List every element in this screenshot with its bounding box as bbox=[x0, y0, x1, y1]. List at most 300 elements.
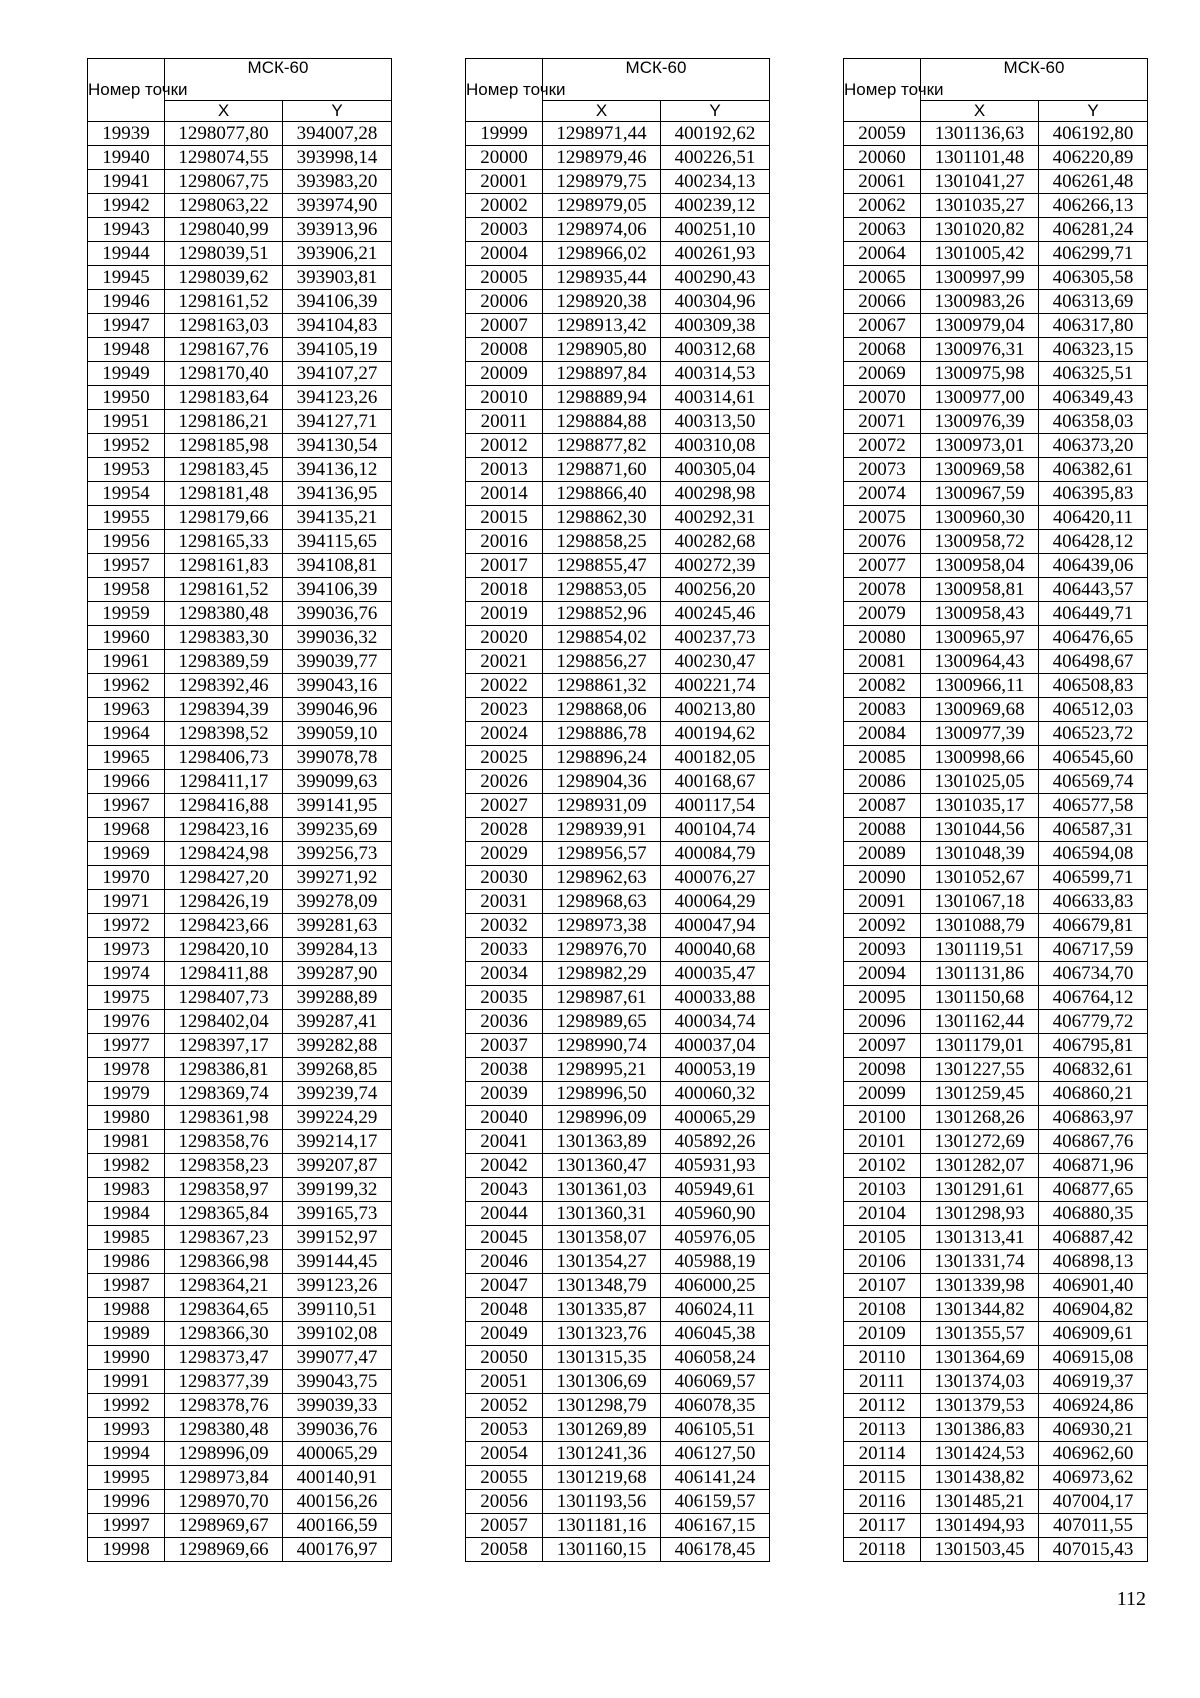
x-coordinate-cell: 1298931,09 bbox=[543, 794, 661, 818]
point-number-cell: 19991 bbox=[88, 1370, 165, 1394]
y-coordinate-cell: 394135,21 bbox=[283, 506, 392, 530]
table-row bbox=[88, 1394, 392, 1418]
table-row bbox=[466, 602, 770, 626]
y-coordinate-cell: 400251,10 bbox=[661, 218, 770, 242]
y-coordinate-cell: 406508,83 bbox=[1039, 674, 1148, 698]
table-row bbox=[88, 362, 392, 386]
point-number-cell: 20106 bbox=[844, 1250, 921, 1274]
x-coordinate-cell: 1298853,05 bbox=[543, 578, 661, 602]
point-number-cell: 19957 bbox=[88, 554, 165, 578]
point-number-cell: 20112 bbox=[844, 1394, 921, 1418]
point-number-cell: 20086 bbox=[844, 770, 921, 794]
y-coordinate-cell: 406577,58 bbox=[1039, 794, 1148, 818]
point-number-cell: 20045 bbox=[466, 1226, 543, 1250]
table-row bbox=[88, 1202, 392, 1226]
point-number-cell: 20021 bbox=[466, 650, 543, 674]
point-number-cell: 19981 bbox=[88, 1130, 165, 1154]
table-row bbox=[844, 842, 1148, 866]
table-row bbox=[88, 170, 392, 194]
y-coordinate-cell: 400047,94 bbox=[661, 914, 770, 938]
x-coordinate-cell: 1298170,40 bbox=[165, 362, 283, 386]
table-row bbox=[466, 242, 770, 266]
y-coordinate-cell: 399152,97 bbox=[283, 1226, 392, 1250]
point-number-cell: 20041 bbox=[466, 1130, 543, 1154]
x-coordinate-cell: 1298996,50 bbox=[543, 1082, 661, 1106]
point-number-cell: 20079 bbox=[844, 602, 921, 626]
point-number-cell: 20087 bbox=[844, 794, 921, 818]
x-coordinate-cell: 1298402,04 bbox=[165, 1010, 283, 1034]
x-coordinate-cell: 1300969,68 bbox=[921, 698, 1039, 722]
table-row bbox=[466, 314, 770, 338]
x-coordinate-cell: 1301315,35 bbox=[543, 1346, 661, 1370]
y-coordinate-cell: 393913,96 bbox=[283, 218, 392, 242]
table-row bbox=[844, 1130, 1148, 1154]
table-row bbox=[466, 722, 770, 746]
x-coordinate-cell: 1298161,83 bbox=[165, 554, 283, 578]
y-coordinate-cell: 394127,71 bbox=[283, 410, 392, 434]
y-coordinate-cell: 399110,51 bbox=[283, 1298, 392, 1322]
x-coordinate-cell: 1301298,79 bbox=[543, 1394, 661, 1418]
y-coordinate-cell: 406523,72 bbox=[1039, 722, 1148, 746]
point-number-cell: 19955 bbox=[88, 506, 165, 530]
x-coordinate-cell: 1298426,19 bbox=[165, 890, 283, 914]
y-coordinate-cell: 394106,39 bbox=[283, 578, 392, 602]
table-row bbox=[844, 266, 1148, 290]
x-coordinate-cell: 1301364,69 bbox=[921, 1346, 1039, 1370]
y-coordinate-cell: 400305,04 bbox=[661, 458, 770, 482]
y-coordinate-cell: 406058,24 bbox=[661, 1346, 770, 1370]
y-coordinate-cell: 407011,55 bbox=[1039, 1514, 1148, 1538]
table-row bbox=[844, 1394, 1148, 1418]
y-coordinate-cell: 400314,61 bbox=[661, 386, 770, 410]
table-row bbox=[844, 1370, 1148, 1394]
point-number-cell: 19947 bbox=[88, 314, 165, 338]
x-coordinate-cell: 1301360,47 bbox=[543, 1154, 661, 1178]
y-coordinate-cell: 394136,12 bbox=[283, 458, 392, 482]
point-number-cell: 20110 bbox=[844, 1346, 921, 1370]
table-row bbox=[88, 554, 392, 578]
y-coordinate-cell: 406898,13 bbox=[1039, 1250, 1148, 1274]
point-number-cell: 20117 bbox=[844, 1514, 921, 1538]
x-coordinate-cell: 1298996,09 bbox=[543, 1106, 661, 1130]
x-coordinate-cell: 1298411,88 bbox=[165, 962, 283, 986]
y-coordinate-cell: 394123,26 bbox=[283, 386, 392, 410]
y-coordinate-cell: 406313,69 bbox=[1039, 290, 1148, 314]
table-row bbox=[844, 1490, 1148, 1514]
y-coordinate-cell: 406887,42 bbox=[1039, 1226, 1148, 1250]
table-row bbox=[88, 1514, 392, 1538]
y-coordinate-cell: 400034,74 bbox=[661, 1010, 770, 1034]
y-coordinate-cell: 399214,17 bbox=[283, 1130, 392, 1154]
x-coordinate-cell: 1301269,89 bbox=[543, 1418, 661, 1442]
coordinates-table-3 bbox=[843, 58, 1148, 1562]
y-coordinate-cell: 406764,12 bbox=[1039, 986, 1148, 1010]
point-number-cell: 20058 bbox=[466, 1538, 543, 1562]
x-coordinate-cell: 1298378,76 bbox=[165, 1394, 283, 1418]
point-number-cell: 19999 bbox=[466, 122, 543, 146]
y-coordinate-cell: 400053,19 bbox=[661, 1058, 770, 1082]
x-coordinate-cell: 1298968,63 bbox=[543, 890, 661, 914]
point-number-cell: 19967 bbox=[88, 794, 165, 818]
point-number-cell: 20034 bbox=[466, 962, 543, 986]
point-number-cell: 20115 bbox=[844, 1466, 921, 1490]
point-number-cell: 19968 bbox=[88, 818, 165, 842]
y-coordinate-cell: 400237,73 bbox=[661, 626, 770, 650]
y-coordinate-cell: 400084,79 bbox=[661, 842, 770, 866]
x-coordinate-cell: 1298423,66 bbox=[165, 914, 283, 938]
point-number-cell: 20047 bbox=[466, 1274, 543, 1298]
point-number-header: Номер точки bbox=[88, 59, 165, 122]
point-number-cell: 20023 bbox=[466, 698, 543, 722]
point-number-cell: 19964 bbox=[88, 722, 165, 746]
point-number-header: Номер точки bbox=[466, 59, 543, 122]
x-coordinate-cell: 1301313,41 bbox=[921, 1226, 1039, 1250]
y-coordinate-cell: 406877,65 bbox=[1039, 1178, 1148, 1202]
x-coordinate-cell: 1298858,25 bbox=[543, 530, 661, 554]
point-number-cell: 19948 bbox=[88, 338, 165, 362]
table-row bbox=[466, 122, 770, 146]
table-row bbox=[88, 218, 392, 242]
x-coordinate-cell: 1298373,47 bbox=[165, 1346, 283, 1370]
point-number-cell: 19990 bbox=[88, 1346, 165, 1370]
y-coordinate-cell: 400040,68 bbox=[661, 938, 770, 962]
table-row bbox=[844, 674, 1148, 698]
table-row bbox=[844, 530, 1148, 554]
x-coordinate-cell: 1298884,88 bbox=[543, 410, 661, 434]
x-coordinate-cell: 1298877,82 bbox=[543, 434, 661, 458]
x-coordinate-cell: 1301363,89 bbox=[543, 1130, 661, 1154]
table-row bbox=[844, 770, 1148, 794]
y-coordinate-cell: 406192,80 bbox=[1039, 122, 1148, 146]
point-number-cell: 19980 bbox=[88, 1106, 165, 1130]
x-coordinate-cell: 1298165,33 bbox=[165, 530, 283, 554]
x-coordinate-cell: 1298979,75 bbox=[543, 170, 661, 194]
table-row bbox=[466, 1418, 770, 1442]
y-coordinate-cell: 405976,05 bbox=[661, 1226, 770, 1250]
table-row bbox=[88, 1274, 392, 1298]
page-number: 112 bbox=[1116, 1588, 1146, 1610]
y-coordinate-cell: 399207,87 bbox=[283, 1154, 392, 1178]
y-coordinate-cell: 406599,71 bbox=[1039, 866, 1148, 890]
point-number-cell: 19996 bbox=[88, 1490, 165, 1514]
point-number-cell: 19971 bbox=[88, 890, 165, 914]
x-coordinate-cell: 1298913,42 bbox=[543, 314, 661, 338]
y-coordinate-cell: 393906,21 bbox=[283, 242, 392, 266]
point-number-cell: 20096 bbox=[844, 1010, 921, 1034]
table-row bbox=[466, 290, 770, 314]
point-number-cell: 20032 bbox=[466, 914, 543, 938]
y-coordinate-cell: 400282,68 bbox=[661, 530, 770, 554]
x-coordinate-cell: 1301101,48 bbox=[921, 146, 1039, 170]
y-coordinate-cell: 407004,17 bbox=[1039, 1490, 1148, 1514]
y-coordinate-cell: 406795,81 bbox=[1039, 1034, 1148, 1058]
y-coordinate-cell: 400310,08 bbox=[661, 434, 770, 458]
table-row bbox=[844, 746, 1148, 770]
point-number-cell: 20081 bbox=[844, 650, 921, 674]
x-coordinate-cell: 1301067,18 bbox=[921, 890, 1039, 914]
x-coordinate-cell: 1301306,69 bbox=[543, 1370, 661, 1394]
table-row bbox=[88, 122, 392, 146]
point-number-cell: 20103 bbox=[844, 1178, 921, 1202]
point-number-cell: 20085 bbox=[844, 746, 921, 770]
point-number-cell: 20046 bbox=[466, 1250, 543, 1274]
y-coordinate-cell: 406159,57 bbox=[661, 1490, 770, 1514]
table-row bbox=[844, 578, 1148, 602]
x-coordinate-cell: 1298179,66 bbox=[165, 506, 283, 530]
x-coordinate-cell: 1298996,09 bbox=[165, 1442, 283, 1466]
y-coordinate-cell: 406420,11 bbox=[1039, 506, 1148, 530]
table-row bbox=[844, 242, 1148, 266]
x-coordinate-cell: 1298866,40 bbox=[543, 482, 661, 506]
point-number-cell: 19939 bbox=[88, 122, 165, 146]
table-row bbox=[844, 1154, 1148, 1178]
point-number-cell: 19973 bbox=[88, 938, 165, 962]
x-coordinate-cell: 1301291,61 bbox=[921, 1178, 1039, 1202]
x-coordinate-cell: 1301361,03 bbox=[543, 1178, 661, 1202]
point-number-cell: 19985 bbox=[88, 1226, 165, 1250]
table-row bbox=[844, 314, 1148, 338]
point-number-cell: 20090 bbox=[844, 866, 921, 890]
y-coordinate-cell: 406317,80 bbox=[1039, 314, 1148, 338]
y-coordinate-cell: 399039,33 bbox=[283, 1394, 392, 1418]
x-coordinate-cell: 1298962,63 bbox=[543, 866, 661, 890]
point-number-cell: 19986 bbox=[88, 1250, 165, 1274]
point-number-cell: 20008 bbox=[466, 338, 543, 362]
table-row bbox=[88, 1010, 392, 1034]
point-number-cell: 20062 bbox=[844, 194, 921, 218]
table-row bbox=[466, 386, 770, 410]
x-coordinate-cell: 1298970,70 bbox=[165, 1490, 283, 1514]
point-number-cell: 19942 bbox=[88, 194, 165, 218]
point-number-cell: 20104 bbox=[844, 1202, 921, 1226]
table-row bbox=[88, 650, 392, 674]
x-coordinate-cell: 1298871,60 bbox=[543, 458, 661, 482]
point-number-cell: 19998 bbox=[88, 1538, 165, 1562]
point-number-cell: 20113 bbox=[844, 1418, 921, 1442]
y-coordinate-cell: 406127,50 bbox=[661, 1442, 770, 1466]
y-coordinate-cell: 407015,43 bbox=[1039, 1538, 1148, 1562]
table-row bbox=[466, 1346, 770, 1370]
point-number-cell: 20001 bbox=[466, 170, 543, 194]
point-number-cell: 20044 bbox=[466, 1202, 543, 1226]
point-number-cell: 20069 bbox=[844, 362, 921, 386]
point-number-cell: 19975 bbox=[88, 986, 165, 1010]
y-coordinate-cell: 400309,38 bbox=[661, 314, 770, 338]
table-row bbox=[88, 266, 392, 290]
point-number-cell: 20056 bbox=[466, 1490, 543, 1514]
point-number-cell: 20060 bbox=[844, 146, 921, 170]
table-row bbox=[466, 338, 770, 362]
table-row bbox=[466, 1178, 770, 1202]
y-coordinate-cell: 406860,21 bbox=[1039, 1082, 1148, 1106]
y-coordinate-cell: 400239,12 bbox=[661, 194, 770, 218]
y-coordinate-cell: 406105,51 bbox=[661, 1418, 770, 1442]
y-coordinate-cell: 400256,20 bbox=[661, 578, 770, 602]
point-number-cell: 20030 bbox=[466, 866, 543, 890]
y-coordinate-cell: 399144,45 bbox=[283, 1250, 392, 1274]
table-row bbox=[844, 818, 1148, 842]
y-coordinate-cell: 406476,65 bbox=[1039, 626, 1148, 650]
table-row bbox=[844, 338, 1148, 362]
point-number-cell: 19959 bbox=[88, 602, 165, 626]
coordinates-table-body bbox=[88, 122, 392, 1562]
table-row bbox=[88, 818, 392, 842]
y-coordinate-cell: 406439,06 bbox=[1039, 554, 1148, 578]
table-row bbox=[88, 986, 392, 1010]
y-coordinate-cell: 394136,95 bbox=[283, 482, 392, 506]
point-number-cell: 19954 bbox=[88, 482, 165, 506]
table-row bbox=[844, 1418, 1148, 1442]
table-row bbox=[88, 1154, 392, 1178]
table-row bbox=[88, 914, 392, 938]
x-coordinate-cell: 1301150,68 bbox=[921, 986, 1039, 1010]
coordinates-table-2 bbox=[465, 58, 770, 1562]
y-coordinate-cell: 399078,78 bbox=[283, 746, 392, 770]
point-number-cell: 19995 bbox=[88, 1466, 165, 1490]
y-coordinate-cell: 406594,08 bbox=[1039, 842, 1148, 866]
point-number-cell: 20073 bbox=[844, 458, 921, 482]
table-row bbox=[844, 1202, 1148, 1226]
table-row bbox=[844, 1514, 1148, 1538]
table-row bbox=[844, 122, 1148, 146]
x-coordinate-cell: 1301052,67 bbox=[921, 866, 1039, 890]
table-row bbox=[844, 602, 1148, 626]
point-number-cell: 20026 bbox=[466, 770, 543, 794]
table-row bbox=[466, 1226, 770, 1250]
table-row bbox=[88, 338, 392, 362]
x-coordinate-cell: 1298939,91 bbox=[543, 818, 661, 842]
table-row bbox=[88, 1346, 392, 1370]
y-coordinate-cell: 399268,85 bbox=[283, 1058, 392, 1082]
point-number-cell: 19951 bbox=[88, 410, 165, 434]
x-coordinate-cell: 1300979,04 bbox=[921, 314, 1039, 338]
x-coordinate-cell: 1301193,56 bbox=[543, 1490, 661, 1514]
x-coordinate-cell: 1298852,96 bbox=[543, 602, 661, 626]
table-row bbox=[88, 626, 392, 650]
x-coordinate-cell: 1298868,06 bbox=[543, 698, 661, 722]
x-coordinate-cell: 1300998,66 bbox=[921, 746, 1039, 770]
table-row bbox=[466, 842, 770, 866]
table-row bbox=[466, 1274, 770, 1298]
table-row bbox=[88, 962, 392, 986]
x-coordinate-cell: 1298861,32 bbox=[543, 674, 661, 698]
table-row bbox=[844, 1082, 1148, 1106]
table-row bbox=[88, 674, 392, 698]
y-coordinate-cell: 400060,32 bbox=[661, 1082, 770, 1106]
x-coordinate-cell: 1300977,00 bbox=[921, 386, 1039, 410]
table-row bbox=[844, 554, 1148, 578]
table-row bbox=[844, 218, 1148, 242]
x-coordinate-cell: 1301386,83 bbox=[921, 1418, 1039, 1442]
table-row bbox=[844, 986, 1148, 1010]
y-coordinate-cell: 399256,73 bbox=[283, 842, 392, 866]
y-coordinate-cell: 394115,65 bbox=[283, 530, 392, 554]
point-number-cell: 20039 bbox=[466, 1082, 543, 1106]
point-number-cell: 20099 bbox=[844, 1082, 921, 1106]
x-coordinate-cell: 1301044,56 bbox=[921, 818, 1039, 842]
table-row bbox=[466, 1514, 770, 1538]
point-number-cell: 19956 bbox=[88, 530, 165, 554]
x-coordinate-cell: 1301136,63 bbox=[921, 122, 1039, 146]
x-coordinate-cell: 1301360,31 bbox=[543, 1202, 661, 1226]
coordinate-system-header: МСК-60 bbox=[921, 59, 1148, 101]
table-row bbox=[88, 746, 392, 770]
x-coordinate-cell: 1301344,82 bbox=[921, 1298, 1039, 1322]
table-row bbox=[88, 530, 392, 554]
table-row bbox=[844, 1346, 1148, 1370]
x-coordinate-cell: 1298896,24 bbox=[543, 746, 661, 770]
table-row bbox=[88, 506, 392, 530]
y-coordinate-cell: 393903,81 bbox=[283, 266, 392, 290]
y-coordinate-cell: 399281,63 bbox=[283, 914, 392, 938]
y-coordinate-cell: 399046,96 bbox=[283, 698, 392, 722]
y-coordinate-cell: 393983,20 bbox=[283, 170, 392, 194]
x-coordinate-cell: 1298973,38 bbox=[543, 914, 661, 938]
table-row bbox=[844, 194, 1148, 218]
table-row bbox=[466, 818, 770, 842]
x-coordinate-cell: 1298369,74 bbox=[165, 1082, 283, 1106]
y-coordinate-cell: 400194,62 bbox=[661, 722, 770, 746]
point-number-cell: 20016 bbox=[466, 530, 543, 554]
y-coordinate-cell: 400192,62 bbox=[661, 122, 770, 146]
point-number-cell: 19941 bbox=[88, 170, 165, 194]
point-number-cell: 20061 bbox=[844, 170, 921, 194]
point-number-cell: 20111 bbox=[844, 1370, 921, 1394]
table-row bbox=[844, 362, 1148, 386]
table-row bbox=[466, 266, 770, 290]
point-number-cell: 20108 bbox=[844, 1298, 921, 1322]
point-number-cell: 20029 bbox=[466, 842, 543, 866]
x-coordinate-cell: 1298367,23 bbox=[165, 1226, 283, 1250]
x-coordinate-cell: 1298862,30 bbox=[543, 506, 661, 530]
x-coordinate-cell: 1301503,45 bbox=[921, 1538, 1039, 1562]
point-number-cell: 19960 bbox=[88, 626, 165, 650]
x-coordinate-cell: 1298039,62 bbox=[165, 266, 283, 290]
x-coordinate-cell: 1298181,48 bbox=[165, 482, 283, 506]
point-number-cell: 20057 bbox=[466, 1514, 543, 1538]
x-coordinate-cell: 1298966,02 bbox=[543, 242, 661, 266]
y-coordinate-cell: 399043,16 bbox=[283, 674, 392, 698]
table-row bbox=[88, 314, 392, 338]
point-number-cell: 20009 bbox=[466, 362, 543, 386]
point-number-cell: 19988 bbox=[88, 1298, 165, 1322]
point-number-cell: 20077 bbox=[844, 554, 921, 578]
table-row bbox=[88, 1178, 392, 1202]
y-coordinate-cell: 406962,60 bbox=[1039, 1442, 1148, 1466]
x-coordinate-cell: 1300976,39 bbox=[921, 410, 1039, 434]
x-coordinate-cell: 1301219,68 bbox=[543, 1466, 661, 1490]
x-coordinate-cell: 1300975,98 bbox=[921, 362, 1039, 386]
point-number-cell: 20080 bbox=[844, 626, 921, 650]
table-row bbox=[844, 1250, 1148, 1274]
table-row bbox=[88, 242, 392, 266]
point-number-cell: 20033 bbox=[466, 938, 543, 962]
x-column-header: X bbox=[921, 101, 1039, 122]
y-coordinate-cell: 399282,88 bbox=[283, 1034, 392, 1058]
x-coordinate-cell: 1298956,57 bbox=[543, 842, 661, 866]
table-row bbox=[466, 146, 770, 170]
x-coordinate-cell: 1298392,46 bbox=[165, 674, 283, 698]
table-row bbox=[466, 1370, 770, 1394]
point-number-cell: 20025 bbox=[466, 746, 543, 770]
table-row bbox=[88, 1226, 392, 1250]
y-coordinate-cell: 399036,32 bbox=[283, 626, 392, 650]
point-number-cell: 20018 bbox=[466, 578, 543, 602]
x-coordinate-cell: 1298905,80 bbox=[543, 338, 661, 362]
y-coordinate-cell: 400065,29 bbox=[283, 1442, 392, 1466]
x-coordinate-cell: 1300958,43 bbox=[921, 602, 1039, 626]
y-coordinate-cell: 393998,14 bbox=[283, 146, 392, 170]
